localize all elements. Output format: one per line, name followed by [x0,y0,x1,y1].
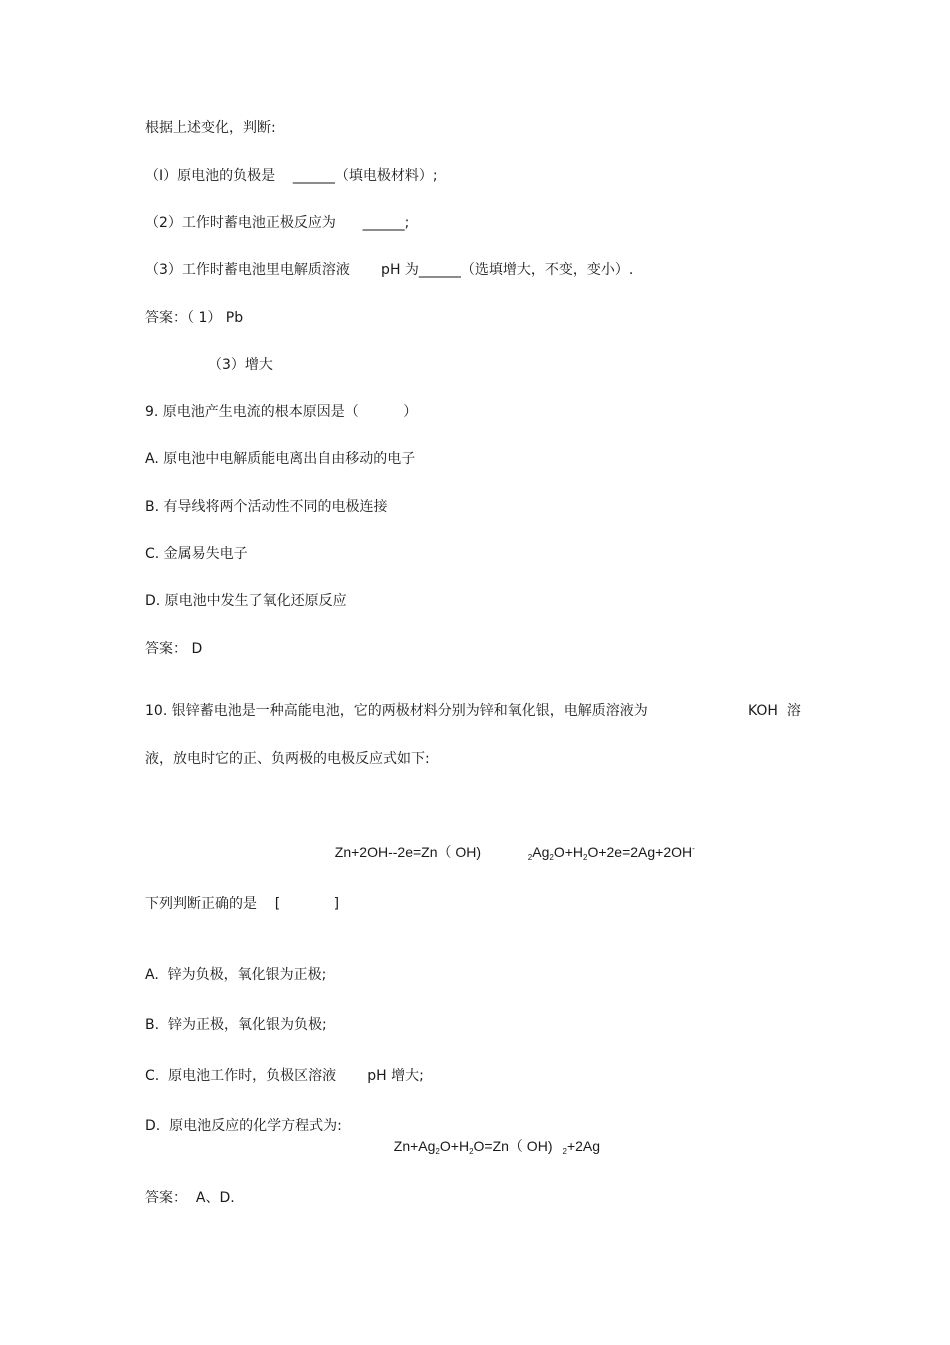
eq2-superscript: - [692,844,695,853]
q10-question: 下列判断正确的是 [ ] [145,896,340,912]
eq2-sub-2: 2 [583,853,588,862]
q10-answer: 答案： A、D. [145,1190,235,1206]
eq2-part-a: Ag [532,844,550,860]
optd-sub-1: 2 [435,1147,440,1156]
q8-part3: （3）工作时蓄电池里电解质溶液 pH 为______（选填增大，不变，变小）. [145,262,634,278]
optd-sub-2: 2 [469,1147,474,1156]
q10-equation-2 [520,822,695,862]
q8-part2: （2）工作时蓄电池正极反应为 ______; [145,215,410,231]
q10-option-d-label: D. 原电池反应的化学方程式为: [145,1118,342,1134]
q9-option-c: C. 金属易失电子 [145,546,248,562]
optd-bracket: ) [547,1138,553,1154]
eq2-lead-subscript: 2 [527,853,533,862]
q8-intro: 根据上述变化，判断: [145,120,276,136]
optd-part-a: Zn+Ag [393,1138,436,1154]
eq2-part-b: O+H [553,844,583,860]
eq1-text: Zn+2OH--2e=Zn（ OH [334,844,477,860]
q9-stem: 9. 原电池产生电流的根本原因是（ ） [145,404,418,420]
q8-part1: （Ⅰ）原电池的负极是 ______（填电极材料）; [145,168,438,184]
eq2-part-c: O+2e=2Ag+2OH [587,844,693,860]
optd-part-d: +2Ag [566,1138,601,1154]
q10-stem-line2: 液，放电时它的正、负两极的电极反应式如下: [145,751,430,767]
optd-sub-3: 2 [562,1147,567,1156]
q8-answer-1: 答案：（ 1） Pb [145,310,244,326]
q9-option-a: A. 原电池中电解质能电离出自由移动的电子 [145,451,416,467]
q9-answer: 答案： D [145,641,203,657]
eq2-sub-1: 2 [549,853,554,862]
q10-option-b: B. 锌为正极，氧化银为负极; [145,1017,327,1033]
optd-part-c: O=Zn（ OH [473,1138,548,1154]
q10-option-a: A. 锌为负极，氧化银为正极; [145,967,327,983]
q10-equation-1 [327,822,482,860]
q9-option-d: D. 原电池中发生了氧化还原反应 [145,593,347,609]
q10-stem-line1: 10. 银锌蓄电池是一种高能电池，它的两极材料分别为锌和氧化银，电解质溶液为 [145,703,648,719]
q10-stem-koh: KOH 溶 [748,703,801,719]
q8-answer-3: （3）增大 [208,357,273,373]
eq1-bracket: ) [476,844,482,860]
q10-option-d-equation [386,1116,601,1156]
optd-part-b: O+H [439,1138,470,1154]
q9-option-b: B. 有导线将两个活动性不同的电极连接 [145,499,388,515]
q10-option-c: C. 原电池工作时，负极区溶液 pH 增大; [145,1068,424,1084]
